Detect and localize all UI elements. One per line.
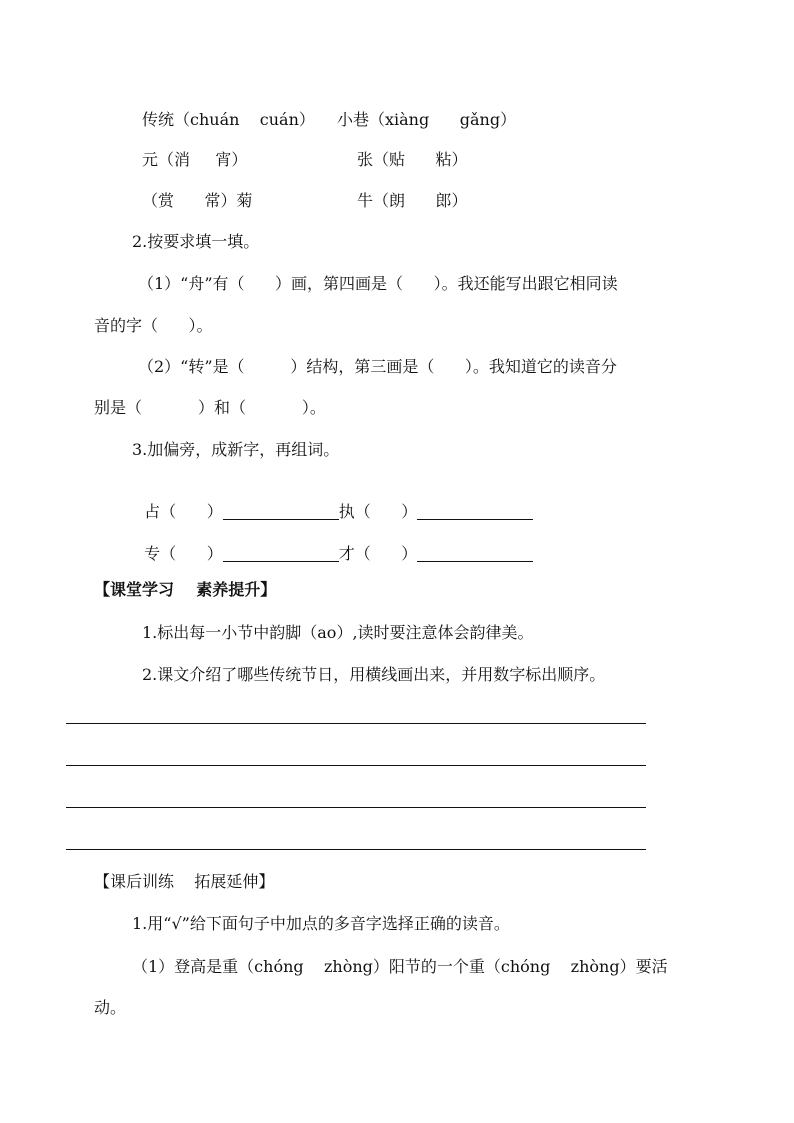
answer-line[interactable] bbox=[66, 807, 646, 808]
q2-item2-line2: 别是（ ）和（ ）。 bbox=[94, 398, 326, 417]
q3-row1 bbox=[134, 482, 533, 522]
answer-line[interactable] bbox=[66, 849, 646, 850]
q3-row1-b: 执（ ） bbox=[338, 502, 418, 521]
answer-blank[interactable] bbox=[417, 503, 533, 520]
classroom-heading: 【课堂学习 素养提升】 bbox=[94, 580, 277, 599]
answer-blank[interactable] bbox=[223, 503, 339, 520]
q2-item2-line1: （2）“转”是（ ）结构，第三画是（ ）。我知道它的读音分 bbox=[138, 357, 617, 376]
q3-row1-a: 占（ ） bbox=[144, 502, 223, 521]
row3-left: （赏 常）菊 bbox=[142, 191, 253, 210]
after-class-item1: 1.用“√”给下面句子中加点的多音字选择正确的读音。 bbox=[132, 914, 510, 933]
answer-line[interactable] bbox=[66, 765, 646, 766]
q2-title: 2.按要求填一填。 bbox=[132, 232, 260, 251]
answer-blank[interactable] bbox=[417, 545, 533, 562]
q3-row2 bbox=[134, 524, 533, 564]
q3-row2-a: 专（ ） bbox=[144, 544, 223, 563]
after-class-heading: 【课后训练 拓展延伸】 bbox=[94, 872, 275, 891]
after-class-sub1-line1: （1）登高是重（chóng zhòng）阳节的一个重（chóng zhòng）要活 bbox=[132, 957, 668, 976]
q3-title: 3.加偏旁，成新字，再组词。 bbox=[132, 440, 340, 459]
classroom-item2: 2.课文介绍了哪些传统节日，用横线画出来，并用数字标出顺序。 bbox=[142, 665, 606, 684]
answer-line[interactable] bbox=[66, 723, 646, 724]
classroom-item1: 1.标出每一小节中韵脚（ao）,读时要注意体会韵律美。 bbox=[142, 623, 534, 642]
q2-item1-line1: （1）“舟”有（ ）画，第四画是（ ）。我还能写出跟它相同读 bbox=[138, 274, 618, 293]
answer-blank[interactable] bbox=[223, 545, 339, 562]
row1-left: 传统（chuán cuán） bbox=[142, 110, 315, 129]
q3-row2-b: 才（ ） bbox=[338, 544, 418, 563]
row3-right: 牛（朗 郎） bbox=[357, 191, 468, 210]
after-class-sub1-line2: 动。 bbox=[94, 998, 127, 1017]
row2-left: 元（消 宵） bbox=[142, 150, 248, 169]
q2-item1-line2: 音的字（ ）。 bbox=[94, 316, 213, 335]
row2-right: 张（贴 粘） bbox=[357, 150, 468, 169]
row1-right: 小巷（xiàng gǎng） bbox=[337, 110, 517, 129]
